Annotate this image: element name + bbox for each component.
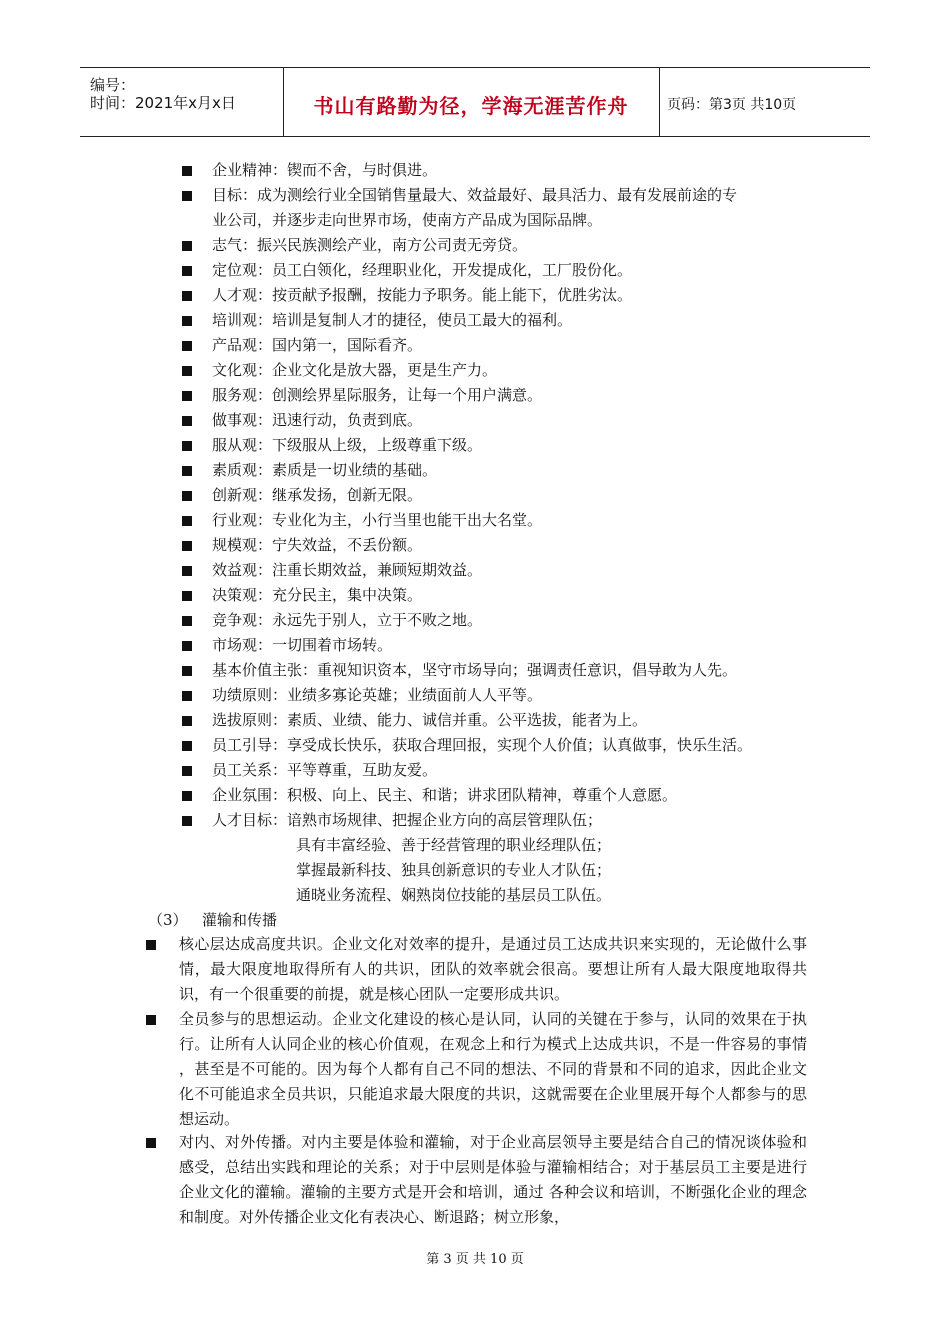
talent-goal-line: 掌握最新科技、独具创新意识的专业人才队伍； [296, 861, 612, 879]
value-list-item: 文化观：企业文化是放大器，更是生产力。 [212, 361, 498, 379]
document-date-label: 时间：2021年x月x日 [90, 94, 236, 112]
bullet-marker [182, 716, 192, 726]
value-list-item-continuation: 业公司，并逐步走向世界市场，使南方产品成为国际品牌。 [212, 211, 603, 229]
bullet-marker [182, 541, 192, 551]
value-list-item: 基本价值主张：重视知识资本，坚守市场导向；强调责任意识，倡导敢为人先。 [212, 661, 738, 679]
header-page-cell [659, 68, 870, 136]
bullet-marker [182, 291, 192, 301]
value-list-item: 创新观：继承发扬，创新无限。 [212, 486, 423, 504]
bullet-marker [146, 1138, 156, 1148]
bullet-marker [182, 766, 192, 776]
value-list-item: 服从观：下级服从上级，上级尊重下级。 [212, 436, 483, 454]
bullet-marker [182, 816, 192, 826]
section-heading: 灌输和传播 [202, 911, 278, 929]
bullet-marker [182, 566, 192, 576]
header-motto-cell [283, 68, 660, 136]
body-paragraph: 核心层达成高度共识。企业文化对效率的提升，是通过员工达成共识来实现的，无论做什么事情，最大限度地取得所有人的共识，团队的效率就会很高。要想让所有人最大限度地取得共识，有一个很重要的前提，就是核心团队一定要形成共识。 [179, 935, 807, 1003]
header-info-cell [80, 68, 284, 136]
page-header [80, 67, 870, 137]
value-list-item: 行业观：专业化为主，小行当里也能干出大名堂。 [212, 511, 543, 529]
value-list-item: 功绩原则：业绩多寡论英雄；业绩面前人人平等。 [212, 686, 543, 704]
value-list-item: 产品观：国内第一，国际看齐。 [212, 336, 423, 354]
value-list-item: 定位观：员工白领化，经理职业化，开发提成化，工厂股份化。 [212, 261, 633, 279]
value-list-item: 市场观：一切围着市场转。 [212, 636, 393, 654]
bullet-marker [182, 316, 192, 326]
value-list-item: 规模观：宁失效益，不丢份额。 [212, 536, 423, 554]
value-list-item: 员工引导：享受成长快乐，获取合理回报，实现个人价值；认真做事，快乐生活。 [212, 736, 753, 754]
value-list-item: 服务观：创测绘界星际服务，让每一个用户满意。 [212, 386, 543, 404]
value-list-item: 效益观：注重长期效益，兼顾短期效益。 [212, 561, 483, 579]
bullet-marker [182, 241, 192, 251]
value-list-item: 培训观：培训是复制人才的捷径，使员工最大的福利。 [212, 311, 573, 329]
document-number-label: 编号： [90, 76, 136, 94]
bullet-marker [182, 641, 192, 651]
value-list-item: 竞争观：永远先于别人，立于不败之地。 [212, 611, 483, 629]
bullet-marker [182, 691, 192, 701]
bullet-marker [182, 791, 192, 801]
motto-text: 书山有路勤为径，学海无涯苦作舟 [313, 94, 629, 118]
value-list-item: 企业精神：锲而不舍，与时俱进。 [212, 161, 438, 179]
section-number: （3） [148, 911, 188, 929]
value-list-item: 企业氛围：积极、向上、民主、和谐；讲求团队精神，尊重个人意愿。 [212, 786, 678, 804]
bullet-marker [182, 491, 192, 501]
talent-goal-line: 具有丰富经验、善于经营管理的职业经理队伍； [296, 836, 612, 854]
bullet-marker [182, 441, 192, 451]
bullet-marker [182, 366, 192, 376]
value-list-item: 人才观：按贡献予报酬，按能力予职务。能上能下，优胜劣汰。 [212, 286, 633, 304]
talent-goal-line: 通晓业务流程、娴熟岗位技能的基层员工队伍。 [296, 886, 612, 904]
bullet-marker [182, 466, 192, 476]
value-list-item: 决策观：充分民主，集中决策。 [212, 586, 423, 604]
value-list-item: 目标：成为测绘行业全国销售量最大、效益最好、最具活力、最有发展前途的专 [212, 186, 738, 204]
value-list-item: 选拔原则：素质、业绩、能力、诚信并重。公平选拔，能者为上。 [212, 711, 648, 729]
bullet-marker [182, 741, 192, 751]
body-paragraph: 全员参与的思想运动。企业文化建设的核心是认同，认同的关键在于参与，认同的效果在于执行。让所有人认同企业的核心价值观，在观念上和行为模式上达成共识，不是一件容易的事情 ，甚至是不可能的。因为每个人都有自己不同的想法、不同的背景和不同的追求，因此企业文化不可能追求全员共识，只能追求最大限度的共识，这就需要在企业里展开每个人都参与的思想运动。 [179, 1010, 807, 1128]
bullet-marker [182, 341, 192, 351]
value-list-item: 素质观：素质是一切业绩的基础。 [212, 461, 438, 479]
bullet-marker [182, 391, 192, 401]
value-list-item: 人才目标：谙熟市场规律、把握企业方向的高层管理队伍； [212, 811, 603, 829]
bullet-marker [146, 940, 156, 950]
page-footer: 第 3 页 共 10 页 [426, 1252, 524, 1267]
bullet-marker [182, 191, 192, 201]
bullet-marker [182, 666, 192, 676]
bullet-marker [146, 1015, 156, 1025]
value-list-item: 志气：振兴民族测绘产业，南方公司责无旁贷。 [212, 236, 528, 254]
bullet-marker [182, 516, 192, 526]
page-code-label: 页码：第3页 共10页 [667, 97, 797, 113]
body-paragraph: 对内、对外传播。对内主要是体验和灌输，对于企业高层领导主要是结合自己的情况谈体验和感受，总结出实践和理论的关系；对于中层则是体验与灌输相结合；对于基层员工主要是进行企业文化的灌输。灌输的主要方式是开会和培训，通过 各种会议和培训，不断强化企业的理念和制度。对外传播企业文化有表决心、断退路；树立形象， [179, 1133, 807, 1226]
bullet-marker [182, 616, 192, 626]
bullet-marker [182, 266, 192, 276]
value-list-item: 做事观：迅速行动，负责到底。 [212, 411, 423, 429]
bullet-marker [182, 416, 192, 426]
value-list-item: 员工关系：平等尊重，互助友爱。 [212, 761, 438, 779]
bullet-marker [182, 166, 192, 176]
bullet-marker [182, 591, 192, 601]
